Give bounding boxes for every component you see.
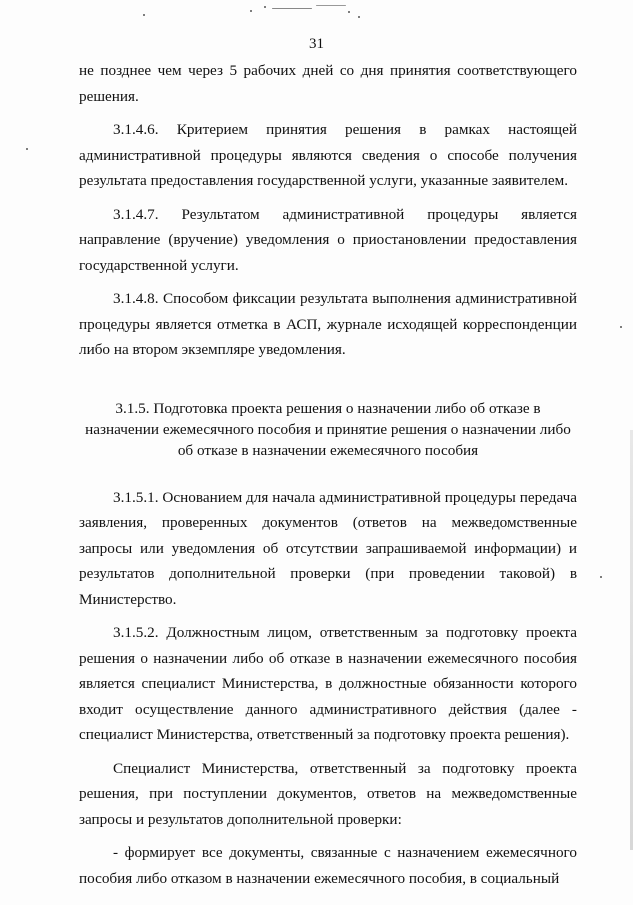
paragraph-continuation: не позднее чем через 5 рабочих дней со дня принятия соответствующего решения.	[79, 62, 577, 105]
scan-speck	[600, 576, 602, 578]
scan-speck	[26, 148, 28, 150]
paragraph-3-1-4-6: 3.1.4.6. Критерием принятия решения в рамках настоящей административной процедуры являются сведения о способе получения результата предоставления государственной услуги, указанные заявителем.	[79, 121, 577, 189]
scan-speck	[143, 14, 145, 16]
paragraph-3-1-4-8: 3.1.4.8. Способом фиксации результата выполнения административной процедуры является отметка в АСП, журнале исходящей корреспонденции либо на втором экземпляре уведомления.	[79, 290, 577, 358]
paragraph-3-1-5-1: 3.1.5.1. Основанием для начала административной процедуры передача заявления, проверенных документов (ответов на межведомственные запросы или уведомления об отсутствии запрашиваемой информации) и результатов дополнительной проверки (при проведении таковой) в Министерство.	[79, 488, 577, 608]
paragraph-3-1-5-2: 3.1.5.2. Должностным лицом, ответственным за подготовку проекта решения о назначении либо об отказе в назначении ежемесячного пособия является специалист Министерства, в должностные обязанности которого входит осуществление данного административного действия (далее - специалист Министерства, ответственный за подготовку проекта решения).	[79, 624, 577, 743]
paragraph-specialist: Специалист Министерства, ответственный за подготовку проекта решения, при поступлении документов, ответов на межведомственные запросы и результатов дополнительной проверки:	[79, 759, 577, 828]
paragraph-3-1-4-7: 3.1.4.7. Результатом административной процедуры является направление (вручение) уведомления о приостановлении предоставления государственной услуги.	[79, 205, 577, 274]
scan-artifact	[250, 2, 370, 24]
section-heading-3-1-5: 3.1.5. Подготовка проекта решения о назначении либо об отказе в назначении ежемесячного пособия и принятие решения о назначении либо об отказе в назначении ежемесячного пособия	[85, 399, 571, 459]
page-number: 31	[309, 36, 324, 52]
scan-speck	[620, 326, 622, 328]
document-body	[79, 58, 577, 891]
list-item-forms-documents: - формирует все документы, связанные с назначением ежемесячного пособия либо отказом в назначении ежемесячного пособия, в социальный	[79, 844, 577, 887]
